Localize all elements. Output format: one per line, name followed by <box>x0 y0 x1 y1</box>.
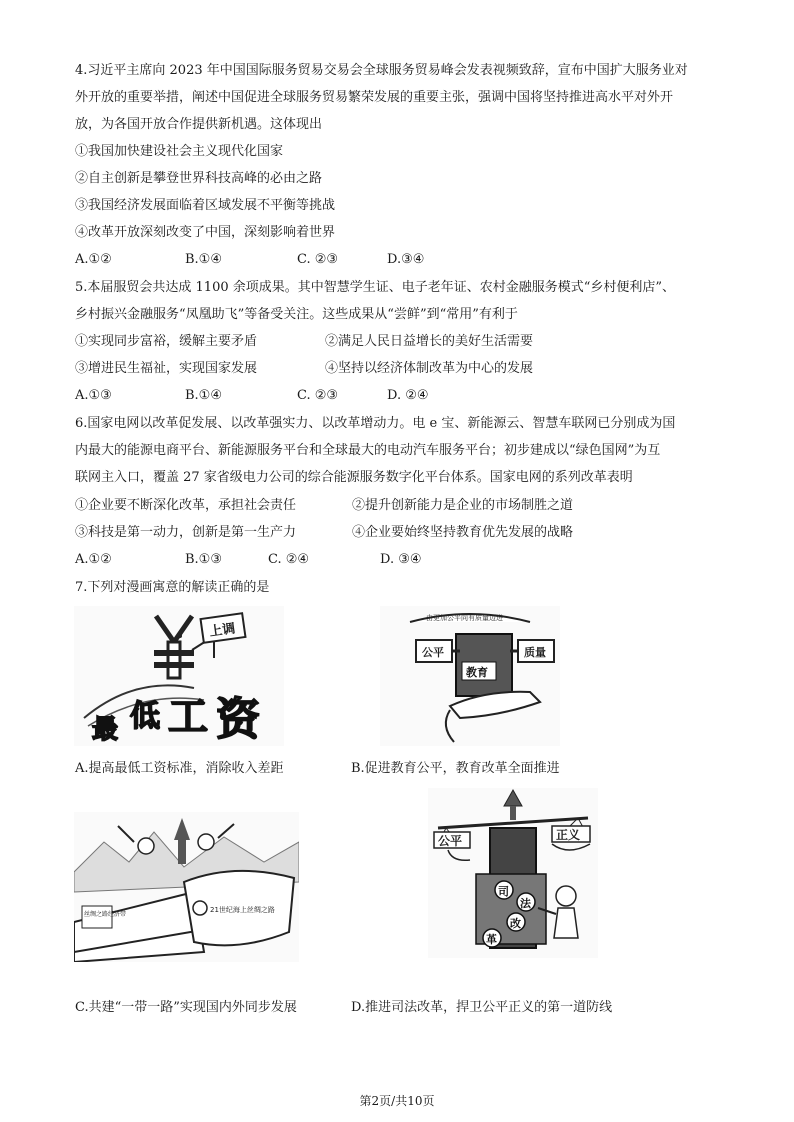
q4-option-b[interactable]: B.①④ <box>185 252 222 267</box>
q4-stem-line-2: 外开放的重要举措，阐述中国促进全球服务贸易繁荣发展的重要主张，强调中国将坚持推进高水平对外开 <box>75 90 674 105</box>
q4-item-4: ④改革开放深刻改变了中国，深刻影响着世界 <box>75 225 336 240</box>
q4-option-c[interactable]: C. ②③ <box>297 252 339 267</box>
cartoon-a-char-4: 资 <box>216 694 260 745</box>
q5-stem-line-2: 乡村振兴金融服务“凤凰助飞”等备受关注。这些成果从“尝鲜”到“常用”有利于 <box>75 307 518 322</box>
q6-option-b[interactable]: B.①③ <box>185 552 222 567</box>
cartoon-d-char-2: 法 <box>520 897 531 910</box>
cartoon-d-judicial-reform <box>428 788 598 958</box>
cartoon-b-quality-label: 质量 <box>524 646 546 659</box>
q4-option-a[interactable]: A.①② <box>75 252 112 267</box>
cartoon-d-char-3: 改 <box>510 917 521 930</box>
cartoon-d-fairness-label: 公平 <box>438 834 463 848</box>
q4-stem-line-1: 4.习近平主席向 2023 年中国国际服务贸易交易会全球服务贸易峰会发表视频致辞，宣布中国扩大服务业对 <box>75 63 688 78</box>
q5-option-a[interactable]: A.①③ <box>75 388 112 403</box>
q5-option-c[interactable]: C. ②③ <box>297 388 339 403</box>
q4-stem-line-3: 放，为各国开放合作提供新机遇。这体现出 <box>75 117 323 132</box>
q6-option-c[interactable]: C. ②④ <box>268 552 310 567</box>
cartoon-c-drawing <box>74 812 299 962</box>
q6-stem-line-3: 联网主入口，覆盖 27 家省级电力公司的综合能源服务数字化平台体系。国家电网的系列改革表明 <box>75 470 633 485</box>
cartoon-b-education <box>380 606 560 746</box>
cartoon-c-belt-and-road <box>74 812 299 962</box>
q5-item-1: ①实现同步富裕，缓解主要矛盾 <box>75 334 258 349</box>
q6-item-2: ②提升创新能力是企业的市场制胜之道 <box>352 498 574 513</box>
page-footer: 第2页/共10页 <box>359 1094 435 1108</box>
q5-item-2: ②满足人民日益增长的美好生活需要 <box>325 334 534 349</box>
q6-stem-line-2: 内最大的能源电商平台、新能源服务平台和全球最大的电动汽车服务平台；初步建成以“绿色国网”为互 <box>75 443 661 458</box>
cartoon-b-book-label: 教育 <box>466 666 488 679</box>
q6-items-row-2 <box>75 524 715 541</box>
q4-item-2: ②自主创新是攀登世界科技高峰的必由之路 <box>75 171 323 186</box>
q5-item-3: ③增进民生福祉，实现国家发展 <box>75 361 258 376</box>
cartoon-a-minimum-wage <box>74 606 284 746</box>
cartoon-a-char-3: 工 <box>168 694 208 740</box>
q7-stem: 7.下列对漫画寓意的解读正确的是 <box>75 580 270 595</box>
q5-stem-line-1: 5.本届服贸会共达成 1100 余项成果。其中智慧学生证、电子老年证、农村金融服务模式“乡村便利店”、 <box>75 280 676 295</box>
caption-d: D.推进司法改革，捍卫公平正义的第一道防线 <box>351 1000 613 1015</box>
cartoon-c-train-label: 丝绸之路经济带 <box>84 911 127 918</box>
cartoon-d-justice-label: 正义 <box>556 828 581 842</box>
cartoon-d-char-4: 革 <box>486 933 497 946</box>
cartoon-d-char-1: 司 <box>498 885 509 898</box>
q6-options <box>75 551 475 568</box>
cartoon-a-char-2: 低 <box>130 699 160 734</box>
caption-c: C.共建“一带一路”实现国内外同步发展 <box>75 1000 297 1015</box>
q5-options <box>75 387 475 404</box>
q5-option-d[interactable]: D. ②④ <box>387 388 429 403</box>
cartoon-a-char-1: 最 <box>92 715 119 745</box>
cartoon-b-drawing <box>380 606 560 746</box>
cartoon-b-banner: 由更加公平向有质量迈进 <box>426 614 503 622</box>
q5-items-row-2 <box>75 360 715 377</box>
caption-a: A.提高最低工资标准，消除收入差距 <box>75 761 284 776</box>
q6-item-4: ④企业要始终坚持教育优先发展的战略 <box>352 525 574 540</box>
q6-item-1: ①企业要不断深化改革，承担社会责任 <box>75 498 297 513</box>
q4-option-d[interactable]: D.③④ <box>387 252 425 267</box>
q4-item-3: ③我国经济发展面临着区域发展不平衡等挑战 <box>75 198 336 213</box>
q4-options <box>75 251 475 268</box>
cartoon-d-drawing <box>428 788 598 958</box>
caption-b: B.促进教育公平，教育改革全面推进 <box>351 761 560 776</box>
q4-item-1: ①我国加快建设社会主义现代化国家 <box>75 144 284 159</box>
cartoon-c-ship-label: 21世纪海上丝绸之路 <box>210 906 275 914</box>
q5-item-4: ④坚持以经济体制改革为中心的发展 <box>325 361 534 376</box>
q6-option-d[interactable]: D. ③④ <box>380 552 422 567</box>
cartoon-a-drawing <box>74 606 284 746</box>
q6-items-row-1 <box>75 497 715 514</box>
cartoon-b-fairness-label: 公平 <box>422 646 444 659</box>
q6-option-a[interactable]: A.①② <box>75 552 112 567</box>
q6-item-3: ③科技是第一动力，创新是第一生产力 <box>75 525 297 540</box>
q5-items-row-1 <box>75 333 715 350</box>
q5-option-b[interactable]: B.①④ <box>185 388 222 403</box>
cartoon-a-sign-text: 上调 <box>208 621 237 640</box>
q6-stem-line-1: 6.国家电网以改革促发展、以改革强实力、以改革增动力。电 e 宝、新能源云、智慧车联网已分别成为国 <box>75 416 676 431</box>
